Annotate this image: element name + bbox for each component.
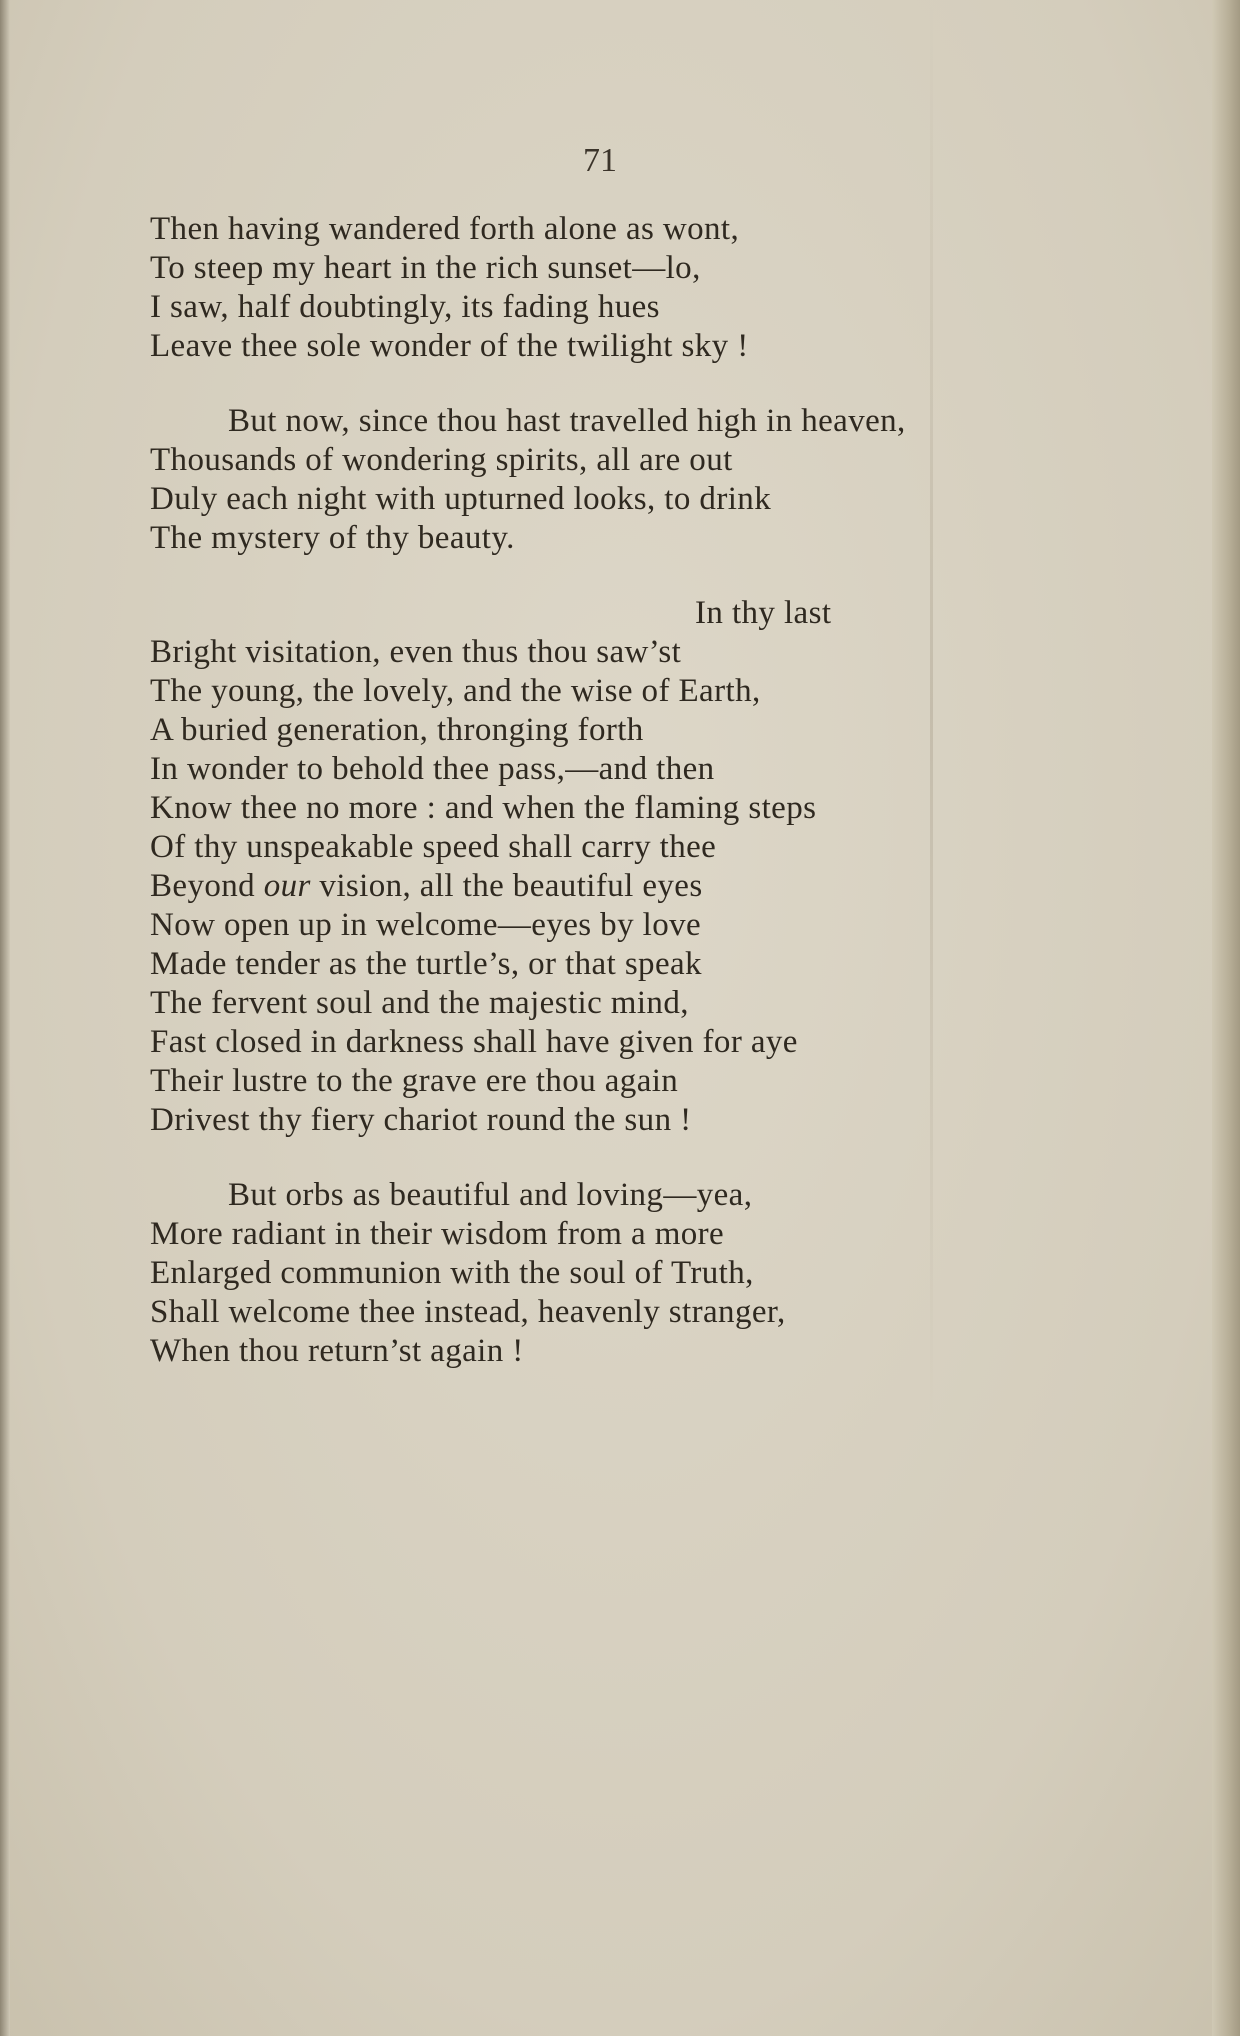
poem-line: Shall welcome thee instead, heavenly stranger, xyxy=(150,1294,786,1330)
line-part: vision, all the beautiful eyes xyxy=(310,868,703,904)
poem-line: Now open up in welcome—eyes by love xyxy=(150,907,702,943)
stanza-3 xyxy=(150,594,1050,1140)
poem-line: Drivest thy fiery chariot round the sun ! xyxy=(150,1102,692,1138)
poem-line: I saw, half doubtingly, its fading hues xyxy=(150,289,660,325)
poem-line: Then having wandered forth alone as wont, xyxy=(150,211,740,247)
page-number: 71 xyxy=(583,142,617,179)
stanza-2 xyxy=(150,402,1050,558)
stanza-4 xyxy=(150,1176,1050,1371)
poem-line: Enlarged communion with the soul of Truth, xyxy=(150,1255,754,1291)
poem-line: Bright visitation, even thus thou saw’st xyxy=(150,634,682,670)
poem-line: The mystery of thy beauty. xyxy=(150,520,515,556)
poem-line: Their lustre to the grave ere thou again xyxy=(150,1063,679,1099)
poem-line: Thousands of wondering spirits, all are out xyxy=(150,442,733,478)
poem-line: In wonder to behold thee pass,—and then xyxy=(150,751,715,787)
poem-line: But orbs as beautiful and loving—yea, xyxy=(228,1177,753,1213)
poem-line: A buried generation, thronging forth xyxy=(150,712,644,748)
poem-line: Know thee no more : and when the flaming steps xyxy=(150,790,817,826)
poem-line: When thou return’st again ! xyxy=(150,1333,524,1369)
poem-line: Fast closed in darkness shall have given for aye xyxy=(150,1024,798,1060)
poem-line: Of thy unspeakable speed shall carry thee xyxy=(150,829,717,865)
poem-line: In thy last xyxy=(695,595,832,631)
poem-line: More radiant in their wisdom from a more xyxy=(150,1216,725,1252)
poem-line: The young, the lovely, and the wise of Earth, xyxy=(150,673,761,709)
page-right-edge xyxy=(1212,0,1240,2036)
italic-word: our xyxy=(263,868,311,904)
poem-line: But now, since thou hast travelled high in heaven, xyxy=(228,403,906,439)
line-part: Beyond xyxy=(150,868,264,904)
poem-line: Duly each night with upturned looks, to drink xyxy=(150,481,772,517)
poem-line: To steep my heart in the rich sunset—lo, xyxy=(150,250,701,286)
poem-line: Leave thee sole wonder of the twilight sky ! xyxy=(150,328,749,364)
stanza-1 xyxy=(150,210,1050,366)
poem-line: The fervent soul and the majestic mind, xyxy=(150,985,689,1021)
poem-line: Made tender as the turtle’s, or that speak xyxy=(150,946,702,982)
page-left-edge xyxy=(0,0,10,2036)
poem-line-italic xyxy=(150,867,1050,906)
poem-body xyxy=(150,210,1050,1371)
